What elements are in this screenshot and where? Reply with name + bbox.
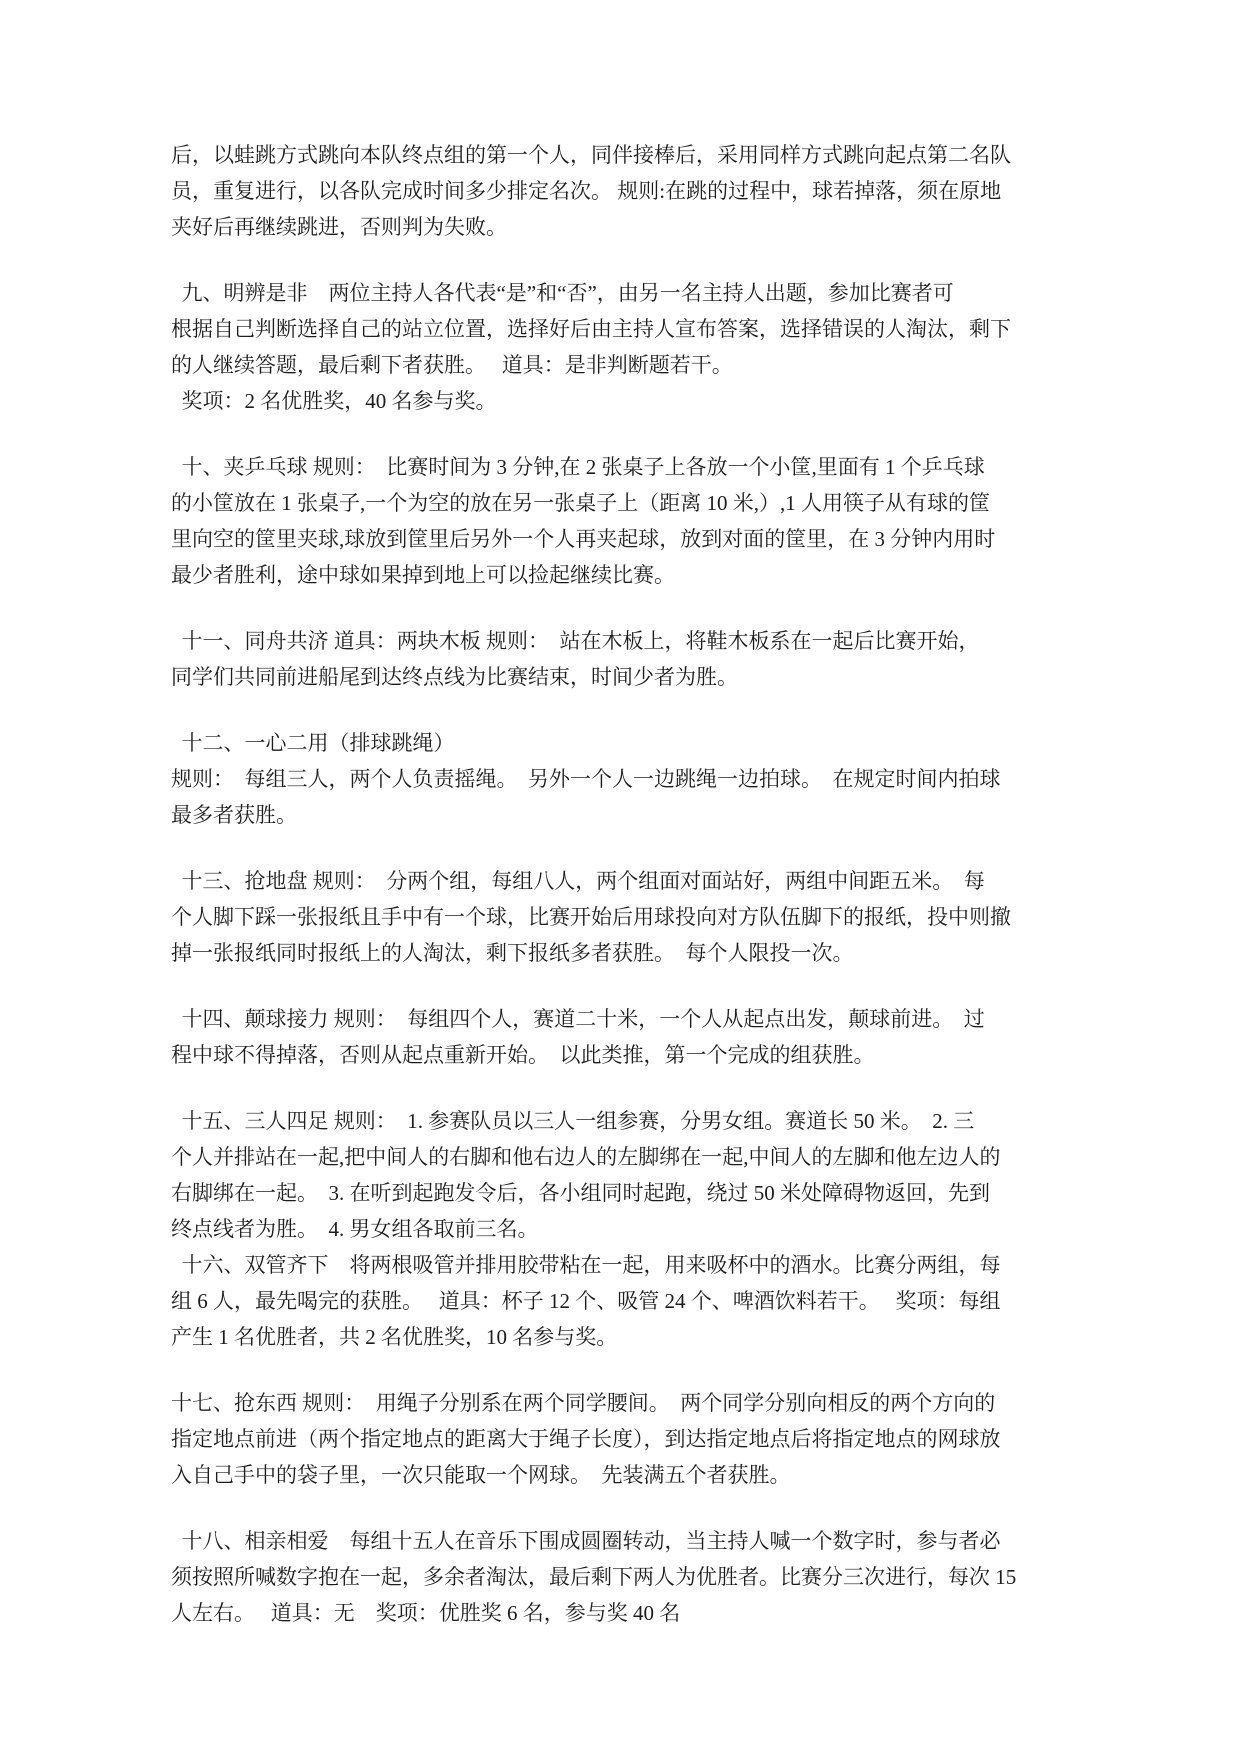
paragraph-sec16 — [171, 1247, 1072, 1355]
paragraph-sec9 — [171, 275, 1072, 419]
text-line: 十八、相亲相爱 每组十五人在音乐下围成圆圈转动，当主持人喊一个数字时，参与者必 — [171, 1529, 1001, 1553]
text-line: 奖项：2 名优胜奖，40 名参与奖。 — [171, 389, 497, 413]
paragraph-sec18 — [171, 1523, 1072, 1631]
text-line: 个人并排站在一起,把中间人的右脚和他右边人的左脚绑在一起,中间人的左脚和他左边人的 — [171, 1145, 1001, 1169]
text-line: 的人继续答题，最后剩下者获胜。 道具：是非判断题若干。 — [171, 353, 733, 377]
text-line: 规则： 每组三人，两个人负责摇绳。 另外一个人一边跳绳一边拍球。 在规定时间内拍球 — [171, 767, 1001, 791]
text-line: 最少者胜利，途中球如果掉到地上可以捡起继续比赛。 — [171, 563, 675, 587]
text-line: 须按照所喊数字抱在一起，多余者淘汰，最后剩下两人为优胜者。比赛分三次进行，每次 15 — [171, 1565, 1017, 1589]
text-line: 后，以蛙跳方式跳向本队终点组的第一个人，同伴接棒后，采用同样方式跳向起点第二名队 — [171, 143, 1011, 167]
text-line: 根据自己判断选择自己的站立位置，选择好后由主持人宣布答案，选择错误的人淘汰，剩下 — [171, 317, 1011, 341]
paragraph-sec13 — [171, 863, 1072, 971]
text-line: 产生 1 名优胜者，共 2 名优胜奖，10 名参与奖。 — [171, 1325, 618, 1349]
text-line: 十一、同舟共济 道具：两块木板 规则： 站在木板上，将鞋木板系在一起后比赛开始， — [171, 629, 980, 653]
text-line: 掉一张报纸同时报纸上的人淘汰，剩下报纸多者获胜。 每个人限投一次。 — [171, 941, 854, 965]
text-line: 个人脚下踩一张报纸且手中有一个球，比赛开始后用球投向对方队伍脚下的报纸，投中则撤 — [171, 905, 1011, 929]
text-line: 里向空的筐里夹球,球放到筐里后另外一个人再夹起球，放到对面的筐里，在 3 分钟内用时 — [171, 527, 996, 551]
text-line: 组 6 人，最先喝完的获胜。 道具：杯子 12 个、吸管 24 个、啤酒饮料若干。 奖项：每组 — [171, 1289, 1001, 1313]
text-line: 指定地点前进（两个指定地点的距离大于绳子长度），到达指定地点后将指定地点的网球放 — [171, 1427, 1001, 1451]
paragraph-sec15 — [171, 1103, 1072, 1247]
text-line: 十四、颠球接力 规则： 每组四个人，赛道二十米，一个人从起点出发，颠球前进。 过 — [171, 1007, 985, 1031]
text-line: 夹好后再继续跳进，否则判为失败。 — [171, 215, 507, 239]
text-line: 右脚绑在一起。 3. 在听到起跑发令后，各小组同时起跑，绕过 50 米处障碍物返回，先到 — [171, 1181, 990, 1205]
text-line: 九、明辨是非 两位主持人各代表“是”和“否”，由另一名主持人出题，参加比赛者可 — [171, 281, 954, 305]
paragraph-sec10 — [171, 449, 1072, 593]
paragraph-sec17 — [171, 1385, 1072, 1493]
text-line: 十六、双管齐下 将两根吸管并排用胶带粘在一起，用来吸杯中的酒水。比赛分两组，每 — [171, 1253, 1001, 1277]
text-line: 入自己手中的袋子里，一次只能取一个网球。 先装满五个者获胜。 — [171, 1463, 791, 1487]
text-line: 最多者获胜。 — [171, 803, 297, 827]
text-line: 程中球不得掉落，否则从起点重新开始。 以此类推，第一个完成的组获胜。 — [171, 1043, 875, 1067]
paragraph-sec8-continuation — [171, 137, 1072, 245]
text-line: 同学们共同前进船尾到达终点线为比赛结束，时间少者为胜。 — [171, 665, 738, 689]
text-line: 的小筐放在 1 张桌子,一个为空的放在另一张桌子上（距离 10 米,）,1 人用筷子从有球的筐 — [171, 491, 990, 515]
document-content — [171, 137, 1072, 1631]
paragraph-sec14 — [171, 1001, 1072, 1073]
paragraph-sec12 — [171, 725, 1072, 833]
text-line: 终点线者为胜。 4. 男女组各取前三名。 — [171, 1217, 539, 1241]
paragraph-sec11 — [171, 623, 1072, 695]
text-line: 十五、三人四足 规则： 1. 参赛队员以三人一组参赛，分男女组。赛道长 50 米。 2. 三 — [171, 1109, 975, 1133]
text-line: 十二、一心二用（排球跳绳） — [171, 731, 455, 755]
text-line: 人左右。 道具：无 奖项：优胜奖 6 名，参与奖 40 名 — [171, 1601, 681, 1625]
text-line: 十三、抢地盘 规则： 分两个组，每组八人，两个组面对面站好，两组中间距五米。 每 — [171, 869, 985, 893]
text-line: 员，重复进行，以各队完成时间多少排定名次。 规则:在跳的过程中，球若掉落，须在原地 — [171, 179, 1002, 203]
text-line: 十、夹乒乓球 规则： 比赛时间为 3 分钟,在 2 张桌子上各放一个小筐,里面有 1 个乒乓球 — [171, 455, 985, 479]
text-line: 十七、抢东西 规则： 用绳子分别系在两个同学腰间。 两个同学分别向相反的两个方向的 — [171, 1391, 996, 1415]
